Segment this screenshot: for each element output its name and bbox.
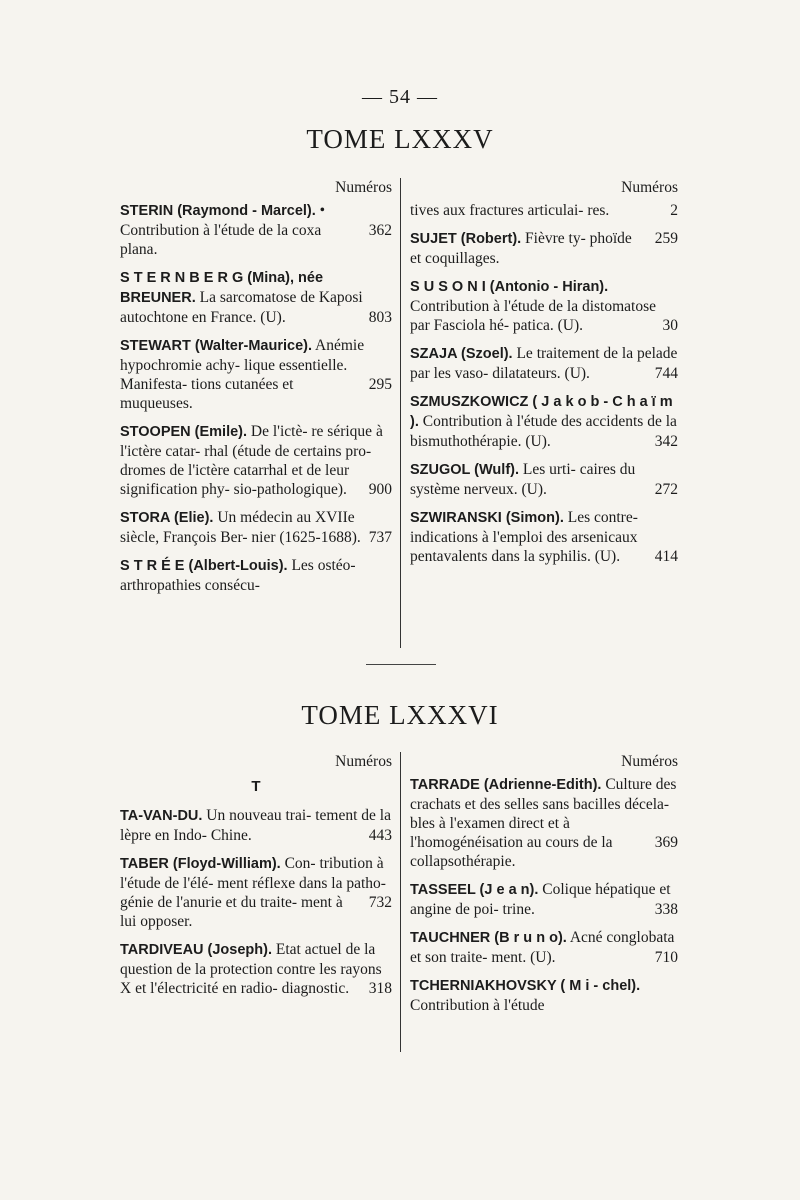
entry-text: France. (U). [210,309,286,326]
entry-text: des arsenicaux pentavalents [410,529,638,565]
entry-text: ment réflexe dans la patho- [217,875,386,892]
column-header: Numéros [335,179,392,196]
entry-text: Contribution à l'étude de la [410,298,579,315]
entry-text: l'homogénéisation au cours [410,834,579,851]
index-entry [410,928,678,967]
entry-text: Chine. [210,827,252,844]
entry-text: Acné [569,929,603,946]
entry-text: et de leur signification phy- [120,462,350,498]
entry-author: TA-VAN-DU. [120,808,203,824]
entry-text: Un médecin au [217,509,312,526]
entry-text: Les [291,557,314,574]
entry-text: res. [587,202,610,219]
thesis-number: 744 [654,365,678,382]
thesis-number: 338 [654,901,678,918]
entry-author: TABER (Floyd-William). [120,856,281,872]
index-entry [410,460,678,499]
thesis-number: 732 [368,894,392,911]
entry-author: SZAJA (Szoel). [410,346,513,362]
entry-text: de la pelade par les vaso- [410,345,678,382]
entry-author: STERIN (Raymond - Marcel). [120,203,316,219]
right-column [410,178,678,575]
section-title-lxxxvi: TOME LXXXVI [301,700,499,730]
entry-text: ment à lui opposer. [120,894,343,930]
index-entry [120,806,392,845]
entry-author: SZWIRANSKI (Simon). [410,510,564,526]
entry-text: génie de l'anurie et du traite- [120,894,298,911]
entry-text: Les [567,509,591,526]
entry-text: Con- [284,855,316,872]
thesis-number: 900 [368,481,392,498]
entry-text: ment. (U). [491,949,556,966]
thesis-number: 803 [368,309,392,326]
entry-text: tives aux fractures articulai- [410,202,584,219]
thesis-number: 737 [368,529,392,546]
index-entry [120,556,392,595]
entry-author: STOOPEN (Emile). [120,424,248,440]
entry-text: l'étude des accidents de la [516,413,677,430]
index-entry [120,940,392,998]
entry-author: SZUGOL (Wulf). [410,462,520,478]
entry-text: De l'ictè- [250,423,308,440]
entry-text: re sérique à l'ictère catar- [120,423,383,460]
entry-text: distomatose par Fasciola hé- [410,298,657,334]
entry-author: STORA (Elie). [120,510,214,526]
entry-text: trine. [502,901,535,918]
entry-text: Contribution à l'étude [410,997,545,1014]
entry-text: bismuthothérapie. (U). [410,433,551,450]
entry-text: conglobata et son traite- [410,929,675,966]
entry-text: selles sans bacilles décela- [504,796,670,813]
index-entry [120,422,392,499]
column-rule [400,178,401,648]
entry-text: X et l'électricité en radio- [120,980,278,997]
entry-text: contre-indications à l'emploi [410,509,638,546]
entry-author: TARDIVEAU (Joseph). [120,942,272,958]
entry-text: tions cutanées et muqueuses. [120,376,294,412]
entry-text: XVIIe siècle, François Ber- [120,509,355,546]
entry-text: Colique [542,881,592,898]
entry-text: bles à l'examen direct et à [410,815,570,832]
index-entry [120,336,392,413]
index-entry [410,277,678,335]
thesis-number: 272 [654,481,678,498]
entry-text: dans la syphilis. (U). [491,548,621,565]
entry-text: Un nouveau trai- [206,807,312,824]
entry-author: S T R É E (Albert-Louis). [120,558,288,574]
thesis-number: 30 [662,317,678,334]
entry-author: S U S O N I (Antonio - Hiran). [410,279,609,295]
entry-text: Les urti- [522,461,576,478]
entry-author: TARRADE (Adrienne-Edith). [410,777,602,793]
thesis-number: 369 [654,834,678,851]
entry-text: • Contribution à l'étude de la [120,202,326,239]
thesis-number: 414 [654,548,678,565]
entry-author: STEWART (Walter-Maurice). [120,338,313,354]
index-entry [410,344,678,383]
entry-text: tement de la lèpre en Indo- [120,807,391,844]
entry-text: phoïde et coquillages. [410,230,632,267]
index-entry [410,880,678,919]
thesis-number: 342 [654,433,678,450]
index-entry [410,201,678,220]
index-entry [410,229,678,268]
entry-text: lique essentielle. Manifesta- [120,357,348,393]
thesis-number: 362 [368,222,392,239]
letter-heading: T [251,778,261,795]
index-entry [120,268,392,327]
right-column [410,752,678,1024]
index-entry [120,201,392,259]
entry-text: Le traitement [516,345,600,362]
column-header: Numéros [335,753,392,770]
thesis-number: 710 [654,949,678,966]
section-divider [366,664,436,665]
entry-text: caires du système nerveux. [410,461,636,498]
entry-text: ostéo-arthropathies consécu- [120,557,356,594]
entry-text: hépatique et angine de poi- [410,881,671,918]
section-title-lxxxv: TOME LXXXV [306,124,494,154]
column-header: Numéros [621,179,678,196]
entry-text: patica. (U). [512,317,584,334]
thesis-number: 318 [368,980,392,997]
index-entry [120,854,392,931]
entry-text: de la collapsothérapie. [410,834,613,870]
entry-text: La sarcomatose de Kaposi autochtone en [120,289,363,326]
entry-text: coxa plana. [120,222,322,258]
entry-text: diagnostic. [281,980,350,997]
index-entry [410,976,678,1015]
thesis-number: 259 [654,230,678,247]
thesis-number: 295 [368,376,392,393]
entry-text: tribution à l'étude de l'élé- [120,855,384,892]
entry-author: TASSEEL (J e a n). [410,882,539,898]
index-entry [410,508,678,566]
entry-text: rhal (étude de certains pro- [204,443,372,460]
left-column [120,752,392,1007]
entry-text: Anémie hypochromie achy- [120,337,365,374]
entry-author: SUJET (Robert). [410,231,522,247]
column-header: Numéros [621,753,678,770]
entry-text: dromes de l'ictère catarrhal [120,462,288,479]
entry-text: sio-pathologique). [233,481,347,498]
thesis-number: 443 [368,827,392,844]
entry-text: protection contre les rayons [209,961,382,978]
entry-text: Fièvre ty- [525,230,586,247]
entry-text: (U). [521,481,547,498]
entry-author: SZMUSZKOWICZ ( J a k o b - C h a ï m ). [410,394,673,430]
entry-author: S T E R N B E R G (Mina), née BREUNER. [120,270,324,306]
entry-text: Etat [275,941,301,958]
page-number: — 54 — [362,86,438,108]
thesis-number: 2 [670,202,678,219]
entry-text: dilatateurs. (U). [492,365,590,382]
entry-author: TCHERNIAKHOVSKY ( M i - chel). [410,978,641,994]
column-rule [400,752,401,1052]
entry-author: TAUCHNER (B r u n o). [410,930,567,946]
index-entry [120,508,392,547]
entry-text: Culture des crachats et des [410,776,677,813]
index-entry [410,775,678,871]
index-entry [410,392,678,451]
entry-text: Contribution à [422,413,513,430]
entry-text: actuel de la question de la [120,941,376,978]
left-column [120,178,392,604]
entry-text: nier (1625-1688). [251,529,361,546]
